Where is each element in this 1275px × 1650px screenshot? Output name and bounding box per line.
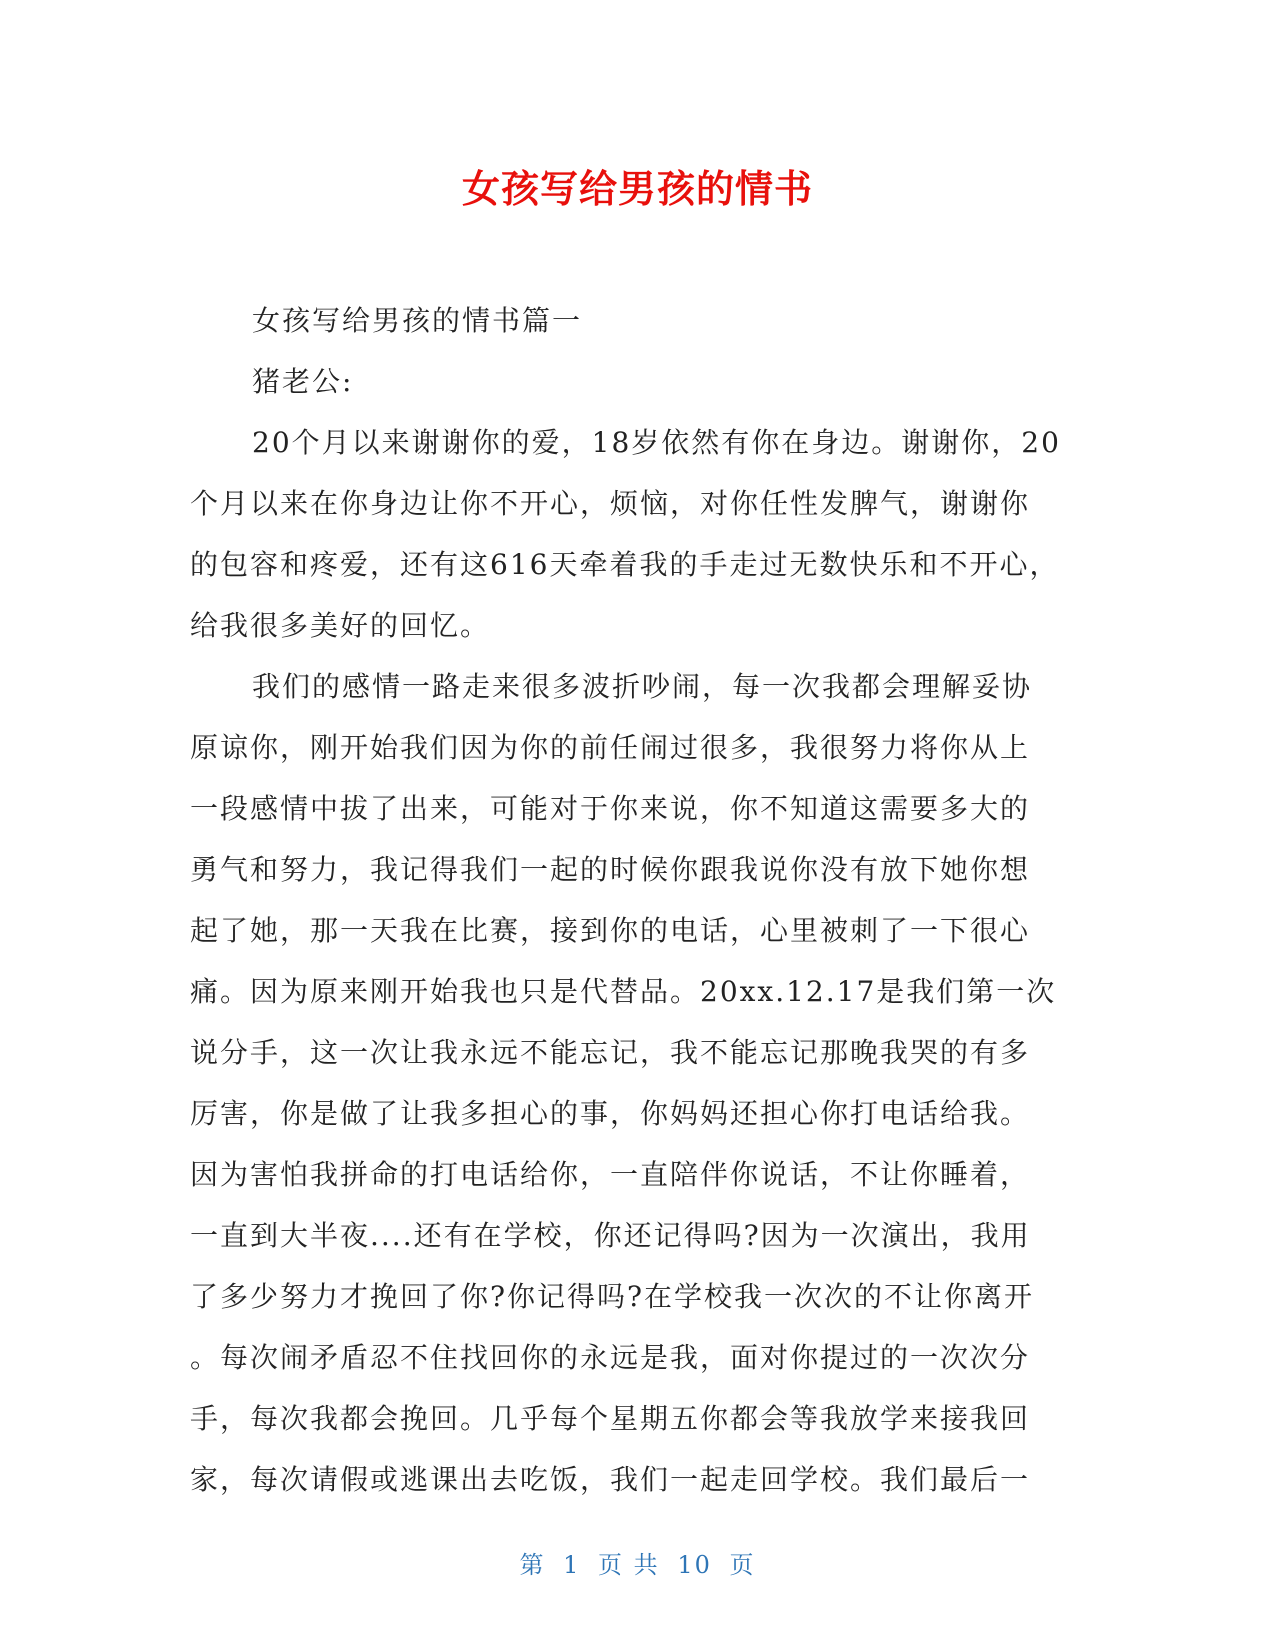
document-body — [190, 290, 1080, 1510]
footer-prefix: 第 — [519, 1551, 546, 1579]
body-line: 的包容和疼爱，还有这616天牵着我的手走过无数快乐和不开心， — [190, 548, 1060, 581]
body-line: 家，每次请假或逃课出去吃饭，我们一起走回学校。我们最后一 — [190, 1463, 1031, 1496]
body-line: 了多少努力才挽回了你?你记得吗?在学校我一次次的不让你离开 — [190, 1280, 1035, 1313]
body-line: 勇气和努力，我记得我们一起的时候你跟我说你没有放下她你想 — [190, 853, 1031, 886]
document-title: 女孩写给男孩的情书 — [461, 167, 813, 211]
body-line: 一段感情中拔了出来，可能对于你来说，你不知道这需要多大的 — [190, 792, 1031, 825]
body-line: 痛。因为原来刚开始我也只是代替品。20xx.12.17是我们第一次 — [190, 975, 1057, 1008]
body-line: 起了她，那一天我在比赛，接到你的电话，心里被刺了一下很心 — [190, 914, 1031, 947]
body-line: 厉害，你是做了让我多担心的事，你妈妈还担心你打电话给我。 — [190, 1097, 1031, 1130]
body-line: 给我很多美好的回忆。 — [190, 609, 491, 642]
body-line: 因为害怕我拼命的打电话给你，一直陪伴你说话，不让你睡着， — [190, 1158, 1031, 1191]
salutation: 猪老公: — [252, 365, 354, 398]
section-heading: 女孩写给男孩的情书篇一 — [252, 304, 583, 337]
body-line: 一直到大半夜....还有在学校，你还记得吗?因为一次演出，我用 — [190, 1219, 1031, 1252]
footer-suffix: 页 — [729, 1551, 756, 1579]
body-line: 手，每次我都会挽回。几乎每个星期五你都会等我放学来接我回 — [190, 1402, 1031, 1435]
body-line: 原谅你，刚开始我们因为你的前任闹过很多，我很努力将你从上 — [190, 731, 1031, 764]
footer-middle: 页 共 — [598, 1551, 660, 1579]
body-line: 我们的感情一路走来很多波折吵闹，每一次我都会理解妥协 — [252, 670, 1033, 703]
body-line: 说分手，这一次让我永远不能忘记，我不能忘记那晚我哭的有多 — [190, 1036, 1031, 1069]
page-footer — [0, 1545, 1275, 1580]
current-page-number: 1 — [563, 1551, 581, 1579]
body-line: 个月以来在你身边让你不开心，烦恼，对你任性发脾气，谢谢你 — [190, 487, 1031, 520]
total-pages: 10 — [677, 1551, 712, 1579]
body-line: 。每次闹矛盾忍不住找回你的永远是我，面对你提过的一次次分 — [190, 1341, 1031, 1374]
body-line: 20个月以来谢谢你的爱，18岁依然有你在身边。谢谢你，20 — [252, 426, 1061, 459]
